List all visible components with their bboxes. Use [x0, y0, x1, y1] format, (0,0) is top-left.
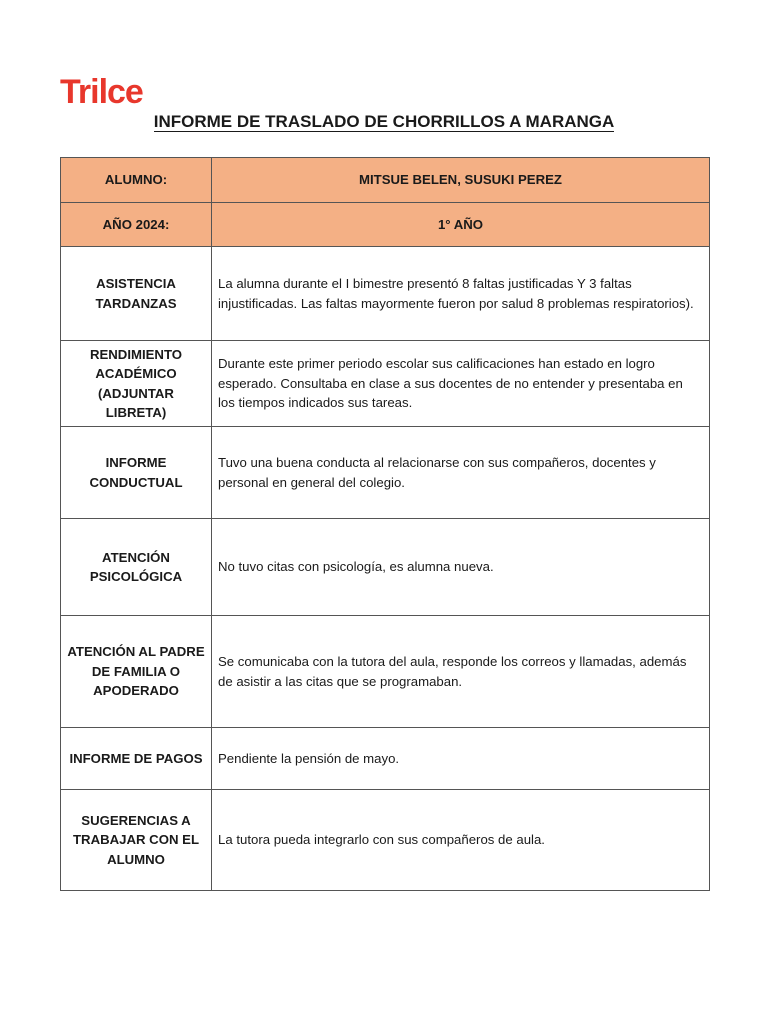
trilce-logo-text: Trilce: [60, 73, 143, 110]
row-label-sugerencias: SUGERENCIAS A TRABAJAR CON EL ALUMNO: [61, 790, 212, 891]
row-value-pagos: Pendiente la pensión de mayo.: [212, 728, 710, 790]
row-value-psicologica: No tuvo citas con psicología, es alumna nueva.: [212, 519, 710, 616]
row-value-sugerencias: La tutora pueda integrarlo con sus compañeros de aula.: [212, 790, 710, 891]
row-value-padre: Se comunicaba con la tutora del aula, responde los correos y llamadas, además de asistir a las citas que se programaban.: [212, 616, 710, 728]
table-row: [61, 427, 710, 519]
document-title: [0, 112, 768, 132]
row-value-ano: 1° AÑO: [212, 203, 710, 247]
row-value-alumno: MITSUE BELEN, SUSUKI PEREZ: [212, 158, 710, 203]
row-label-conductual: INFORME CONDUCTUAL: [61, 427, 212, 519]
trilce-logo: [60, 70, 150, 110]
table-row: [61, 341, 710, 427]
row-label-padre: ATENCIÓN AL PADRE DE FAMILIA O APODERADO: [61, 616, 212, 728]
table-row: [61, 158, 710, 203]
table-row: [61, 728, 710, 790]
table-row: [61, 616, 710, 728]
table-row: [61, 790, 710, 891]
transfer-report-table: [60, 157, 710, 891]
row-value-asistencia: La alumna durante el I bimestre presentó 8 faltas justificadas Y 3 faltas injustificadas. Las faltas mayormente fueron por salud 8 problemas respiratorios).: [212, 247, 710, 341]
row-label-asistencia: ASISTENCIA TARDANZAS: [61, 247, 212, 341]
row-value-conductual: Tuvo una buena conducta al relacionarse con sus compañeros, docentes y personal en general del colegio.: [212, 427, 710, 519]
table-row: [61, 519, 710, 616]
row-value-rendimiento: Durante este primer periodo escolar sus calificaciones han estado en logro esperado. Consultaba en clase a sus docentes de no entender y presentaba en los tiempos indicados sus tareas.: [212, 341, 710, 427]
row-label-rendimiento: RENDIMIENTO ACADÉMICO (ADJUNTAR LIBRETA): [61, 341, 212, 427]
row-label-psicologica: ATENCIÓN PSICOLÓGICA: [61, 519, 212, 616]
table-row: [61, 247, 710, 341]
row-label-pagos: INFORME DE PAGOS: [61, 728, 212, 790]
table-row: [61, 203, 710, 247]
row-label-alumno: ALUMNO:: [61, 158, 212, 203]
document-title-text: INFORME DE TRASLADO DE CHORRILLOS A MARANGA: [153, 112, 615, 131]
row-label-ano: AÑO 2024:: [61, 203, 212, 247]
